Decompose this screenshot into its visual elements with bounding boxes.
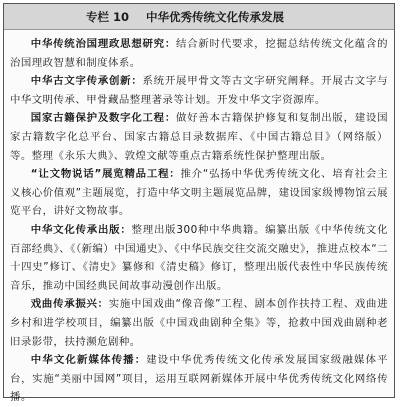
paragraph: [10, 221, 388, 295]
column-header: [4, 4, 394, 30]
paragraph: [10, 72, 388, 109]
paragraph: [10, 351, 388, 407]
paragraph-lead: 国家古籍保护及数字化工程：: [30, 112, 177, 125]
column-title: 中华优秀传统文化传承发展: [146, 10, 284, 24]
paragraph-text: 做好善本古籍保护修复和复制出版，建设国家古籍数字化总平台、国家古籍总目录数据库、《中国古籍总目》（网络版）等。整理《永乐大典》、敦煌文献等重点古籍系统性保护整理出版。: [10, 112, 389, 162]
paragraph: [10, 165, 388, 221]
paragraph-lead: 中华文化新媒体传播：: [30, 354, 147, 367]
paragraph-lead: 戏曲传承振兴：: [30, 298, 109, 311]
paragraph-text: 系统开展甲骨文等古文字研究阐释。开展古文字与中华文明传承、甲骨藏品整理著录等计划。开发中华文字资源库。: [10, 75, 389, 106]
paragraph-lead: 中华文化传承出版：: [30, 223, 132, 236]
paragraph-lead: “让文物说话”展览精品工程：: [30, 168, 181, 181]
paragraph-lead: 中华古文字传承创新：: [30, 75, 143, 88]
paragraph: [10, 295, 388, 351]
paragraph-text: 结合新时代要求，挖掘总结传统文化蕴含的治国理政智慧和制度体系。: [10, 38, 389, 69]
paragraph-text: 建设中华优秀传统文化传承发展国家级融媒体平台，实施“美丽中国网”项目，运用互联网新媒体开展中华优秀传统文化网络传播。: [10, 354, 388, 404]
column-body: [10, 35, 388, 407]
paragraph-lead: 中华传统治国理政思想研究：: [30, 38, 177, 50]
paragraph-text: 实施中国戏曲“像音像”工程、剧本创作扶持工程、戏曲进乡村和进学校项目，编纂出版《中国戏曲剧种全集》等，抢救中国戏曲剧种老旧录影带，扶持濒危剧种。: [10, 298, 389, 348]
column-box: [3, 3, 395, 404]
paragraph: [10, 109, 388, 165]
paragraph-text: 推介“弘扬中华优秀传统文化、培育社会主义核心价值观”主题展览，打造中华文明主题展览品牌，建设国家级博物馆云展览平台，讲好文物故事。: [10, 168, 388, 218]
paragraph: [10, 35, 388, 72]
paragraph-text: 整理出版300种中华典籍。编纂出版《中华传统文化百部经典》、《（新编）中国通史》、《中华民族交往交流交融史》，推进点校本“二十四史”修订、《清史》纂修和《清史稿》修订，整理出版代表性中华民族传统音乐，推动中国经典民间故事动漫创作出版。: [10, 223, 388, 292]
column-label: 专栏 10: [86, 10, 130, 24]
